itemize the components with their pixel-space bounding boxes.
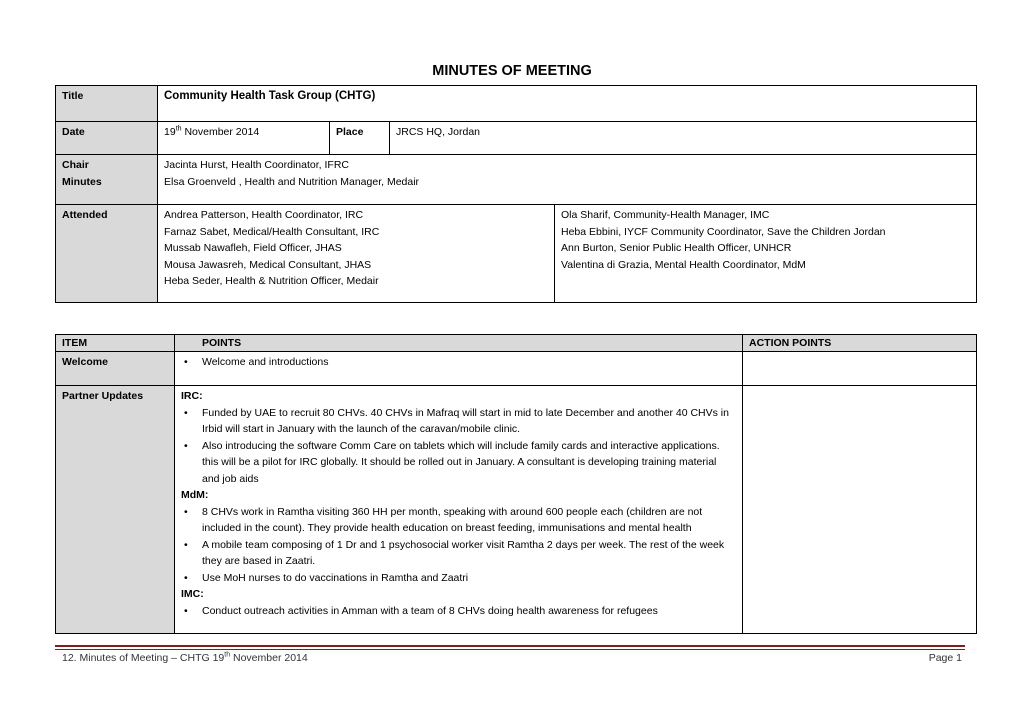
column-header-action-points: ACTION POINTS [743,335,977,352]
attendees-left [158,205,555,303]
attendee: Heba Ebbini, IYCF Community Coordinator, Save the Children Jordan [561,225,886,238]
bullet-point: • Conduct outreach activities in Amman with a team of 8 CHVs doing health awareness for refugees [181,603,736,620]
org-label-irc: IRC: [181,390,203,402]
footer-page-number: Page 1 [928,652,962,664]
attendee: Heba Seder, Health & Nutrition Officer, Medair [164,275,379,287]
chair-minutes-labels [56,155,158,205]
minutes-label: Minutes [62,175,102,188]
agenda-row-welcome [56,352,977,386]
actions-welcome [743,352,977,386]
attended-label: Attended [56,205,158,303]
meeting-info-table [55,85,977,303]
chair-label: Chair [62,159,89,171]
bullet-point: • 8 CHVs work in Ramtha visiting 360 HH per month, speaking with around 600 people each (children are not included in the count). They provide health education on breast feeding, immunisations and mental health [181,504,736,537]
footer-document-name: 12. Minutes of Meeting – CHTG 19th November 2014 [62,651,308,664]
meeting-title: Community Health Task Group (CHTG) [158,86,977,122]
attendee: Valentina di Grazia, Mental Health Coordinator, MdM [561,258,806,271]
minutes-value: Elsa Groenveld , Health and Nutrition Manager, Medair [164,175,420,188]
org-label-imc: IMC: [181,588,204,600]
actions-partner-updates [743,386,977,634]
chair-value: Jacinta Hurst, Health Coordinator, IFRC [164,159,349,171]
attendee: Andrea Patterson, Health Coordinator, IRC [164,209,364,221]
org-label-mdm: MdM: [181,489,209,501]
item-partner-updates: Partner Updates [56,386,175,634]
agenda-row-partner-updates [56,386,977,634]
attendee: Ann Burton, Senior Public Health Officer, UNHCR [561,242,792,254]
bullet-point: • A mobile team composing of 1 Dr and 1 psychosocial worker visit Ramtha 2 days per week. The rest of the week they are based in Zaatri. [181,537,736,570]
attendee: Farnaz Sabet, Medical/Health Consultant, IRC [164,225,380,238]
column-header-points: POINTS [175,335,743,352]
document-title: MINUTES OF MEETING [432,63,592,79]
agenda-table [55,334,977,634]
bullet-point: • Use MoH nurses to do vaccinations in Ramtha and Zaatri [181,570,736,587]
chair-minutes-values [158,155,977,205]
footer-rule [55,645,965,647]
attendees-right [555,205,977,303]
date-label: Date [56,122,158,155]
item-welcome: Welcome [56,352,175,386]
column-header-item: ITEM [56,335,175,352]
points-welcome [175,352,743,386]
place-label: Place [330,122,390,155]
bullet-point: • Also introducing the software Comm Care on tablets which will include family cards and interactive applications. this will be a pilot for IRC globally. It should be rolled out in January. A consultant is developing training material and job aids [181,438,736,488]
attendee: Mousa Jawasreh, Medical Consultant, JHAS [164,258,372,271]
points-partner-updates [175,386,743,634]
meeting-date: 19th November 2014 [158,122,330,155]
footer-rule-thin [55,649,965,650]
attendee: Mussab Nawafleh, Field Officer, JHAS [164,242,342,254]
title-label: Title [56,86,158,122]
bullet-point: • Welcome and introductions [181,354,736,371]
meeting-place: JRCS HQ, Jordan [390,122,977,155]
attendee: Ola Sharif, Community-Health Manager, IMC [561,209,770,221]
bullet-point: • Funded by UAE to recruit 80 CHVs. 40 CHVs in Mafraq will start in mid to late December and another 40 CHVs in Irbid will start in January with the launch of the caravan/mobile clinic. [181,405,736,438]
